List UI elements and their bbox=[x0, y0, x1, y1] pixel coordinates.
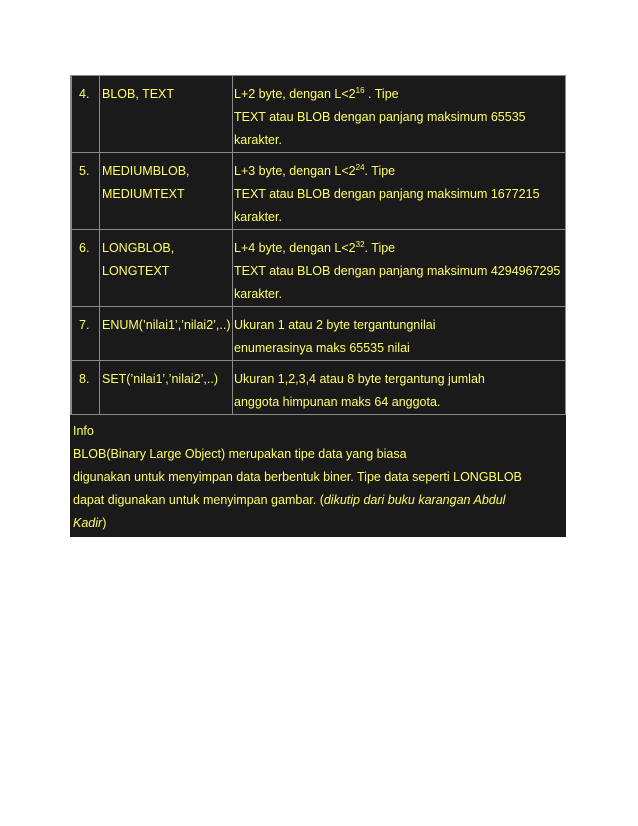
type-description: L+2 byte, dengan $L<2^{16}$ . Tipe bbox=[234, 86, 399, 101]
type-description: enumerasinya maks 65535 nilai bbox=[234, 341, 410, 355]
type-description: Ukuran 1,2,3,4 atau 8 byte tergantung jumlah bbox=[234, 372, 485, 386]
row-number: 7. bbox=[79, 318, 90, 332]
info-text: BLOB(Binary Large Object) merupakan tipe data yang biasa bbox=[73, 447, 407, 461]
info-text: dapat digunakan untuk menyimpan gambar. (dikutip dari buku karangan Abdul bbox=[73, 493, 506, 507]
table-row bbox=[71, 230, 566, 307]
info-box bbox=[70, 415, 566, 537]
info-text: digunakan untuk menyimpan data berbentuk biner. Tipe data seperti LONGBLOB bbox=[73, 470, 522, 484]
type-description: Ukuran 1 atau 2 byte tergantungnilai bbox=[234, 318, 436, 332]
row-number: 5. bbox=[79, 164, 90, 178]
table-row bbox=[71, 76, 566, 153]
type-description: anggota himpunan maks 64 anggota. bbox=[234, 395, 441, 409]
type-name: MEDIUMTEXT bbox=[102, 187, 185, 201]
row-number: 4. bbox=[79, 87, 90, 101]
type-description: karakter. bbox=[234, 133, 282, 147]
row-number: 6. bbox=[79, 241, 90, 255]
type-name: SET(’nilai1’,’nilai2’,..) bbox=[102, 372, 219, 386]
type-name: LONGBLOB, bbox=[102, 241, 175, 255]
type-name: BLOB, TEXT bbox=[102, 87, 175, 101]
type-description: L+3 byte, dengan $L<2^{24}$. Tipe bbox=[234, 163, 396, 178]
type-description: TEXT atau BLOB dengan panjang maksimum 65535 bbox=[234, 110, 526, 124]
info-title: Info bbox=[73, 424, 94, 438]
type-name: MEDIUMBLOB, bbox=[102, 164, 190, 178]
type-description: karakter. bbox=[234, 210, 282, 224]
type-description: TEXT atau BLOB dengan panjang maksimum 4294967295 bbox=[234, 264, 561, 278]
type-name: LONGTEXT bbox=[102, 264, 170, 278]
type-description: TEXT atau BLOB dengan panjang maksimum 1677215 bbox=[234, 187, 540, 201]
row-number: 8. bbox=[79, 372, 90, 386]
table-row bbox=[71, 361, 566, 415]
data-type-table bbox=[70, 75, 566, 415]
table-row bbox=[71, 307, 566, 361]
info-text: Kadir) bbox=[73, 516, 107, 530]
type-name: ENUM(’nilai1’,’nilai2’,..) bbox=[102, 318, 231, 332]
type-description: karakter. bbox=[234, 287, 282, 301]
table-row bbox=[71, 153, 566, 230]
type-description: L+4 byte, dengan $L<2^{32}$. Tipe bbox=[234, 240, 396, 255]
document-content bbox=[70, 75, 566, 537]
